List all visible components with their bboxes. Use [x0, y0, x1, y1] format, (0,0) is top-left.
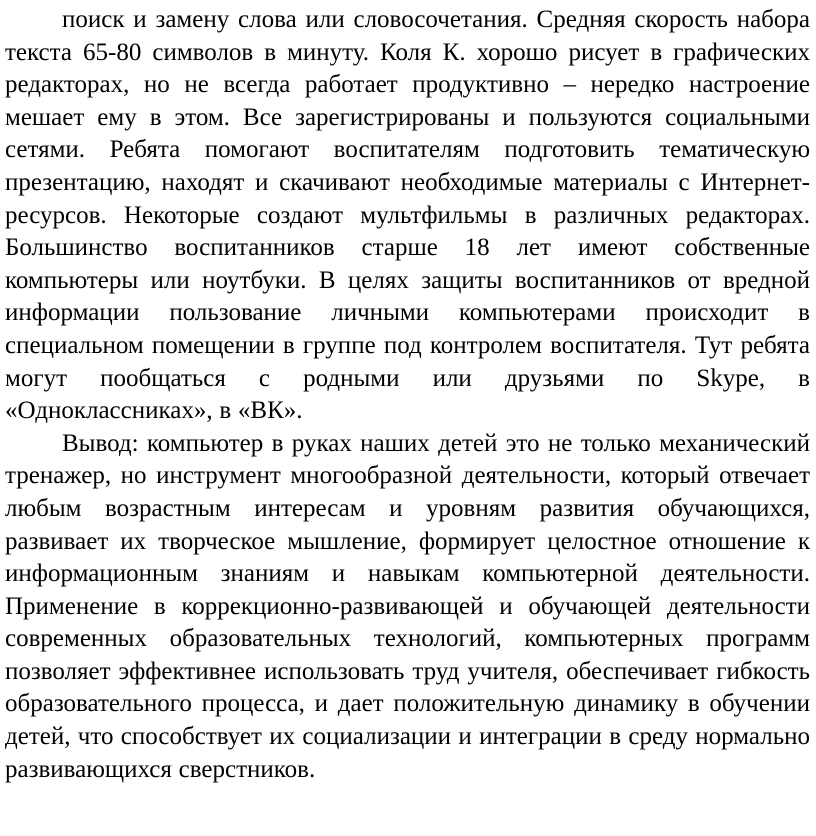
paragraph-computer-usage: поиск и замену слова или словосочетания. Средняя скорость набора текста 65-80 символов в минуту. Коля К. хорошо рисует в графических редакторах, но не всегда работает продуктивно – нередко настроение мешает ему в этом. Все зарегистрированы и пользуются социальными сетями. Ребята помогают воспитателям подготовить тематическую презентацию, находят и скачивают необходимые материалы с Интернет-ресурсов. Некоторые создают мультфильмы в различных редакторах. Большинство воспитанников старше 18 лет имеют собственные компьютеры или ноутбуки. В целях защиты воспитанников от вредной информации пользование личными компьютерами происходит в специальном помещении в группе под контролем воспитателя. Тут ребята могут пообщаться с родными или друзьями по Skype, в «Одноклассниках», в «ВК».	[5, 6, 810, 425]
paragraph-conclusion: Вывод: компьютер в руках наших детей это не только механический тренажер, но инструмент многообразной деятельности, который отвечает любым возрастным интересам и уровням развития обучающихся, развивает их творческое мышление, формирует целостное отношение к информационным знаниям и навыкам компьютерной деятельности. Применение в коррекционно-развивающей и обучающей деятельности современных образовательных технологий, компьютерных программ позволяет эффективнее использовать труд учителя, обеспечивает гибкость образовательного процесса, и дает положительную динамику в обучении детей, что способствует их социализации и интеграции в среду нормально развивающихся сверстников.	[5, 429, 810, 783]
